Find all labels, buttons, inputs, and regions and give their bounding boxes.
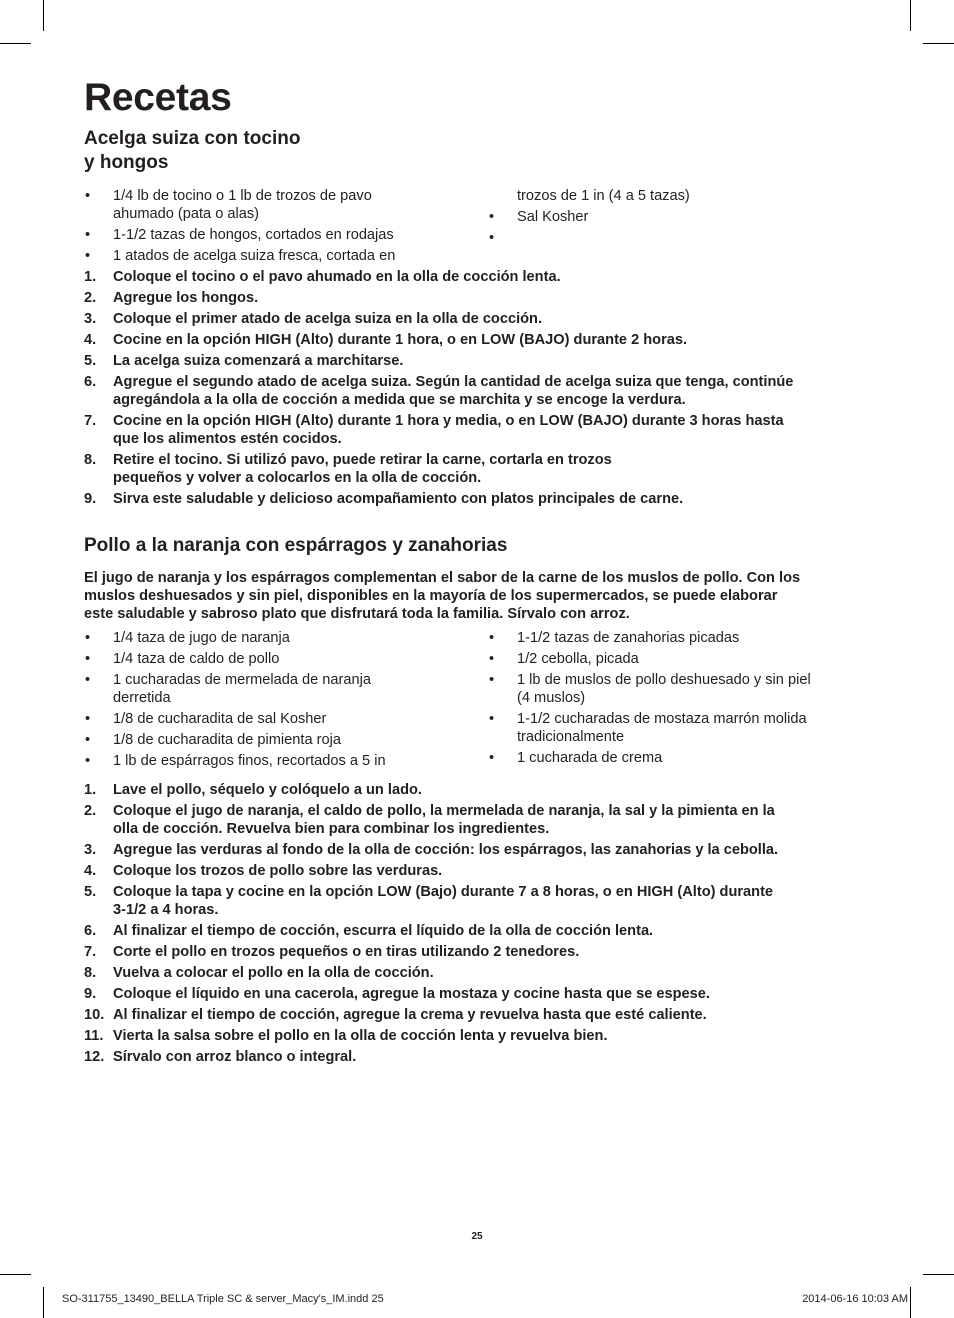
step-text: Lave el pollo, séquelo y colóquelo a un lado. [113, 782, 422, 798]
step-text: Coloque el tocino o el pavo ahumado en la olla de cocción lenta. [113, 269, 561, 285]
page-number: 25 [471, 1231, 483, 1242]
crop-mark [43, 0, 44, 31]
bullet: • [489, 711, 495, 727]
recipe-title: Pollo a la naranja con espárragos y zanahorias [84, 535, 508, 556]
bullet: • [489, 209, 495, 225]
step-number: 7. [84, 944, 97, 960]
ingredient-text: 1/2 cebolla, picada [517, 651, 639, 667]
step-item [84, 943, 884, 961]
ingredient-text: 1 cucharadas de mermelada de naranja [113, 672, 371, 688]
step-item [84, 802, 884, 838]
ingredient-text: tradicionalmente [517, 729, 625, 745]
step-number: 9. [84, 986, 97, 1002]
bullet: • [85, 248, 91, 264]
step-number: 11. [84, 1028, 104, 1044]
step-number: 8. [84, 965, 97, 981]
step-item [84, 412, 884, 448]
step-item [84, 985, 884, 1003]
list-item [488, 650, 878, 668]
step-number: 2. [84, 803, 97, 819]
step-text: Agregue los hongos. [113, 290, 259, 306]
bullet: • [85, 227, 91, 243]
step-text: Coloque el jugo de naranja, el caldo de pollo, la mermelada de naranja, la sal y la pimienta en la [113, 803, 775, 819]
step-text: Cocine en la opción HIGH (Alto) durante 1 hora y media, o en LOW (BAJO) durante 3 horas hasta [113, 413, 784, 429]
step-item [84, 451, 884, 487]
step-list [84, 781, 884, 1069]
ingredient-text: ahumado (pata o alas) [113, 206, 260, 222]
ingredient-text: 1/8 de cucharadita de pimienta roja [113, 732, 341, 748]
step-text: Sirva este saludable y delicioso acompañamiento con platos principales de carne. [113, 491, 684, 507]
step-list [84, 268, 884, 511]
step-text: que los alimentos estén cocidos. [113, 431, 342, 447]
list-item [488, 671, 878, 707]
step-number: 7. [84, 413, 97, 429]
ingredient-text: 1/4 lb de tocino o 1 lb de trozos de pavo [113, 188, 372, 204]
list-item [84, 226, 464, 244]
step-item [84, 352, 884, 370]
bullet: • [489, 630, 495, 646]
step-text: agregándola a la olla de cocción a medida que se marchita y se encoge la verdura. [113, 392, 686, 408]
step-number: 5. [84, 353, 97, 369]
list-item [488, 629, 878, 647]
step-text: Sírvalo con arroz blanco o integral. [113, 1049, 357, 1065]
ingredient-list [488, 187, 878, 250]
list-item [84, 187, 464, 223]
step-text: La acelga suiza comenzará a marchitarse. [113, 353, 404, 369]
ingredient-list [488, 629, 878, 770]
step-text: Vuelva a colocar el pollo en la olla de cocción. [113, 965, 434, 981]
bullet: • [85, 630, 91, 646]
ingredient-text: 1-1/2 tazas de hongos, cortados en rodajas [113, 227, 394, 243]
step-text: Coloque los trozos de pollo sobre las verduras. [113, 863, 443, 879]
crop-mark [0, 43, 31, 44]
ingredient-text: 1 lb de espárragos finos, recortados a 5 in [113, 753, 386, 769]
step-text: Vierta la salsa sobre el pollo en la olla de cocción lenta y revuelva bien. [113, 1028, 608, 1044]
step-item [84, 373, 884, 409]
crop-mark [923, 1274, 954, 1275]
list-item [84, 247, 464, 265]
ingredient-text: 1/4 taza de caldo de pollo [113, 651, 280, 667]
step-item [84, 1006, 884, 1024]
step-number: 4. [84, 332, 97, 348]
ingredient-text: 1-1/2 cucharadas de mostaza marrón molida [517, 711, 807, 727]
bullet: • [85, 732, 91, 748]
step-text: Coloque el líquido en una cacerola, agregue la mostaza y cocine hasta que se espese. [113, 986, 710, 1002]
step-number: 12. [84, 1049, 105, 1065]
crop-mark [43, 1287, 44, 1318]
step-item [84, 862, 884, 880]
bullet: • [85, 188, 91, 204]
bullet: • [85, 711, 91, 727]
ingredient-text: (4 muslos) [517, 690, 586, 706]
crop-mark [910, 1287, 911, 1318]
bullet: • [489, 750, 495, 766]
step-item [84, 1027, 884, 1045]
step-number: 6. [84, 923, 97, 939]
step-number: 1. [84, 269, 97, 285]
step-number: 10. [84, 1007, 105, 1023]
step-item [84, 331, 884, 349]
step-number: 3. [84, 842, 97, 858]
ingredient-list [84, 629, 464, 773]
list-item [488, 208, 878, 226]
step-text: pequeños y volver a colocarlos en la olla de cocción. [113, 470, 482, 486]
list-item [488, 229, 878, 247]
ingredient-list [84, 187, 464, 268]
ingredient-text: 1/4 taza de jugo de naranja [113, 630, 290, 646]
recipe-intro [84, 569, 874, 623]
ingredient-text: 1/8 de cucharadita de sal Kosher [113, 711, 327, 727]
recipe-title [84, 127, 300, 175]
list-item [84, 731, 464, 749]
step-text: 3-1/2 a 4 horas. [113, 902, 219, 918]
bullet: • [489, 672, 495, 688]
ingredient-text: trozos de 1 in (4 a 5 tazas) [517, 188, 690, 204]
ingredient-text: 1 cucharada de crema [517, 750, 663, 766]
list-item [84, 650, 464, 668]
list-item [84, 710, 464, 728]
recipe-title-line: y hongos [84, 152, 169, 173]
list-item [488, 187, 878, 205]
step-number: 3. [84, 311, 97, 327]
ingredient-text: 1-1/2 tazas de zanahorias picadas [517, 630, 740, 646]
step-text: Al finalizar el tiempo de cocción, agregue la crema y revuelva hasta que esté caliente. [113, 1007, 707, 1023]
step-text: Cocine en la opción HIGH (Alto) durante 1 hora, o en LOW (BAJO) durante 2 horas. [113, 332, 688, 348]
step-number: 2. [84, 290, 97, 306]
crop-mark [0, 1274, 31, 1275]
ingredient-text: Sal Kosher [517, 209, 589, 225]
intro-line: El jugo de naranja y los espárragos complementan el sabor de la carne de los muslos de pollo. Con los [84, 570, 801, 586]
step-item [84, 964, 884, 982]
bullet: • [85, 672, 91, 688]
step-number: 6. [84, 374, 97, 390]
step-item [84, 310, 884, 328]
step-text: Coloque la tapa y cocine en la opción LOW (Bajo) durante 7 a 8 horas, o en HIGH (Alto) durante [113, 884, 774, 900]
bullet: • [489, 230, 495, 246]
crop-mark [910, 0, 911, 31]
step-item [84, 883, 884, 919]
step-text: Corte el pollo en trozos pequeños o en tiras utilizando 2 tenedores. [113, 944, 580, 960]
step-text: Coloque el primer atado de acelga suiza en la olla de cocción. [113, 311, 543, 327]
list-item [84, 629, 464, 647]
step-item [84, 1048, 884, 1066]
intro-line: muslos deshuesados y sin piel, disponibles en la mayoría de los supermercados, se puede elaborar [84, 588, 778, 604]
list-item [488, 749, 878, 767]
bullet: • [85, 753, 91, 769]
recipe-title-line: Acelga suiza con tocino [84, 128, 301, 149]
list-item [84, 752, 464, 770]
step-item [84, 289, 884, 307]
intro-line: este saludable y sabroso plato que disfrutará toda la familia. Sírvalo con arroz. [84, 606, 630, 622]
footer-filename: SO-311755_13490_BELLA Triple SC & server_Macy's_IM.indd 25 [62, 1293, 384, 1305]
list-item [84, 671, 464, 707]
step-text: Al finalizar el tiempo de cocción, escurra el líquido de la olla de cocción lenta. [113, 923, 654, 939]
list-item [488, 710, 878, 746]
crop-mark [923, 43, 954, 44]
step-number: 1. [84, 782, 97, 798]
step-number: 4. [84, 863, 97, 879]
ingredient-text: 1 atados de acelga suiza fresca, cortada en [113, 248, 396, 264]
step-number: 9. [84, 491, 97, 507]
step-number: 8. [84, 452, 97, 468]
step-item [84, 781, 884, 799]
footer-timestamp: 2014-06-16 10:03 AM [802, 1293, 908, 1305]
ingredient-text: 1 lb de muslos de pollo deshuesado y sin piel [517, 672, 811, 688]
bullet: • [85, 651, 91, 667]
step-text: Agregue el segundo atado de acelga suiza. Según la cantidad de acelga suiza que tenga, continúe [113, 374, 794, 390]
bullet: • [489, 651, 495, 667]
step-item [84, 490, 884, 508]
page-title: Recetas [84, 76, 232, 119]
step-text: Retire el tocino. Si utilizó pavo, puede retirar la carne, cortarla en trozos [113, 452, 612, 468]
ingredient-text [517, 230, 521, 246]
ingredient-text: derretida [113, 690, 171, 706]
step-number: 5. [84, 884, 97, 900]
step-text: olla de cocción. Revuelva bien para combinar los ingredientes. [113, 821, 550, 837]
step-item [84, 841, 884, 859]
step-item [84, 922, 884, 940]
step-text: Agregue las verduras al fondo de la olla de cocción: los espárragos, las zanahorias y la cebolla. [113, 842, 779, 858]
step-item [84, 268, 884, 286]
